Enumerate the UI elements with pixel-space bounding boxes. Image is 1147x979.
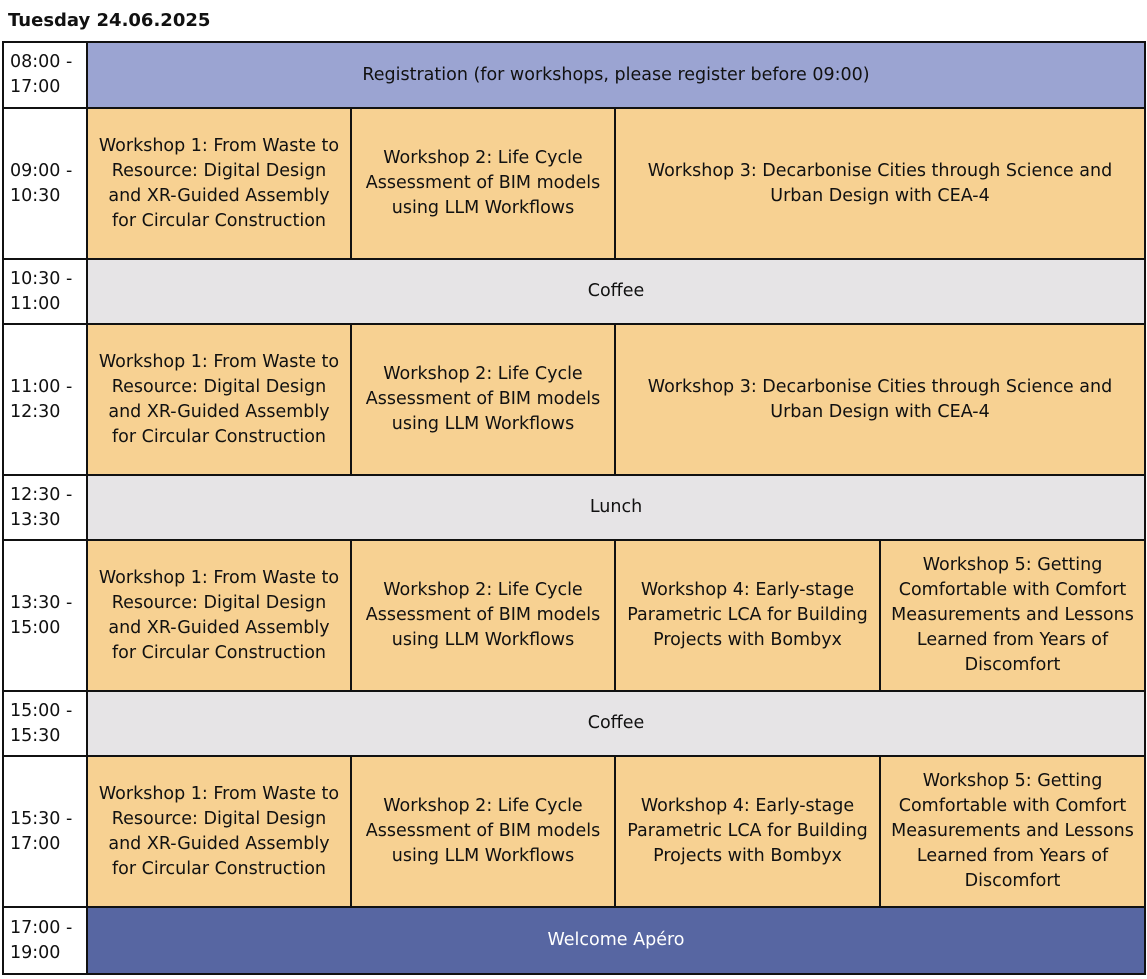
workshop-1-cell: Workshop 1: From Waste to Resource: Digital Design and XR-Guided Assembly for Circular Construction [87, 324, 351, 475]
time-slot: 15:30 - 17:00 [3, 756, 87, 907]
workshop-5-cell: Workshop 5: Getting Comfortable with Comfort Measurements and Lessons Learned from Years of Discomfort [880, 756, 1145, 907]
workshop-2-cell: Workshop 2: Life Cycle Assessment of BIM models using LLM Workflows [351, 540, 615, 691]
schedule-row-apero [3, 907, 1145, 974]
registration-cell: Registration (for workshops, please register before 09:00) [87, 42, 1145, 108]
workshop-2-cell: Workshop 2: Life Cycle Assessment of BIM models using LLM Workflows [351, 324, 615, 475]
break-cell: Coffee [87, 691, 1145, 756]
schedule-row-session-3 [3, 540, 1145, 691]
time-slot: 13:30 - 15:00 [3, 540, 87, 691]
time-slot: 17:00 - 19:00 [3, 907, 87, 974]
apero-cell: Welcome Apéro [87, 907, 1145, 974]
workshop-1-cell: Workshop 1: From Waste to Resource: Digital Design and XR-Guided Assembly for Circular Construction [87, 756, 351, 907]
workshop-1-cell: Workshop 1: From Waste to Resource: Digital Design and XR-Guided Assembly for Circular Construction [87, 540, 351, 691]
schedule-row-registration [3, 42, 1145, 108]
time-slot: 09:00 - 10:30 [3, 108, 87, 259]
schedule-row-coffee-1 [3, 259, 1145, 324]
workshop-3-cell: Workshop 3: Decarbonise Cities through Science and Urban Design with CEA-4 [615, 324, 1145, 475]
time-slot: 10:30 - 11:00 [3, 259, 87, 324]
schedule-table [2, 41, 1146, 975]
schedule-row-session-4 [3, 756, 1145, 907]
workshop-4-cell: Workshop 4: Early-stage Parametric LCA for Building Projects with Bombyx [615, 756, 880, 907]
workshop-3-cell: Workshop 3: Decarbonise Cities through Science and Urban Design with CEA-4 [615, 108, 1145, 259]
time-slot: 11:00 - 12:30 [3, 324, 87, 475]
workshop-4-cell: Workshop 4: Early-stage Parametric LCA for Building Projects with Bombyx [615, 540, 880, 691]
workshop-5-cell: Workshop 5: Getting Comfortable with Comfort Measurements and Lessons Learned from Years of Discomfort [880, 540, 1145, 691]
schedule-row-lunch [3, 475, 1145, 540]
break-cell: Coffee [87, 259, 1145, 324]
workshop-1-cell: Workshop 1: From Waste to Resource: Digital Design and XR-Guided Assembly for Circular Construction [87, 108, 351, 259]
schedule-row-coffee-2 [3, 691, 1145, 756]
time-slot: 15:00 - 15:30 [3, 691, 87, 756]
schedule-row-session-1 [3, 108, 1145, 259]
time-slot: 08:00 - 17:00 [3, 42, 87, 108]
schedule-row-session-2 [3, 324, 1145, 475]
time-slot: 12:30 - 13:30 [3, 475, 87, 540]
workshop-2-cell: Workshop 2: Life Cycle Assessment of BIM models using LLM Workflows [351, 756, 615, 907]
day-title: Tuesday 24.06.2025 [8, 10, 211, 31]
break-cell: Lunch [87, 475, 1145, 540]
workshop-2-cell: Workshop 2: Life Cycle Assessment of BIM models using LLM Workflows [351, 108, 615, 259]
